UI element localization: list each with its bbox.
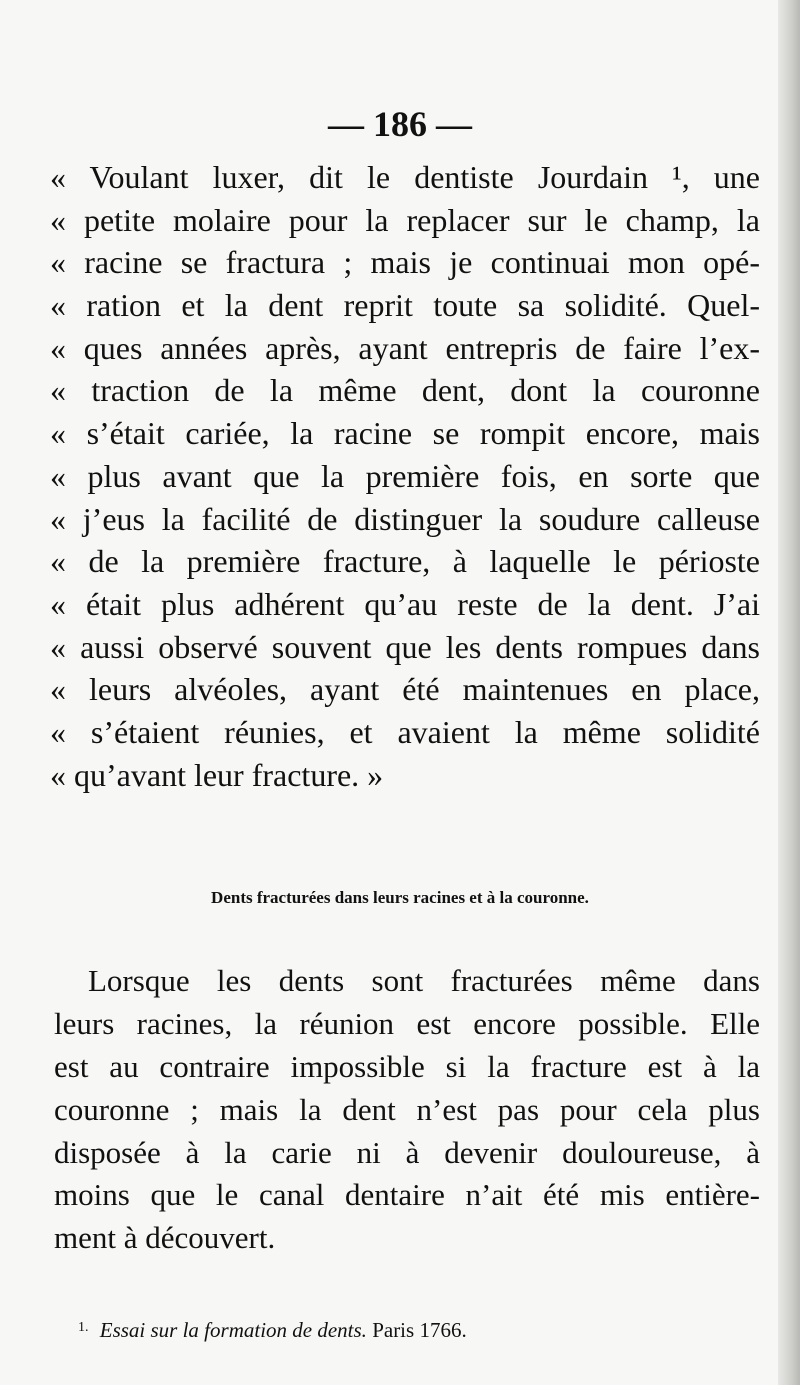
quote-line: « plus avant que la première fois, en sorte que (50, 457, 760, 494)
quote-line: « était plus adhérent qu’au reste de la dent. J’ai (50, 585, 760, 622)
section-heading: Dents fracturées dans leurs racines et à la couronne. (211, 888, 589, 907)
footnote-marker: 1. (78, 1320, 89, 1335)
quote-line: « ration et la dent reprit toute sa solidité. Quel- (50, 287, 760, 324)
footnote-place-date: Paris 1766. (372, 1318, 467, 1342)
quote-line: « s’étaient réunies, et avaient la même solidité (50, 713, 760, 750)
quote-line: « de la première fracture, à laquelle le périoste (50, 543, 760, 580)
paragraph-line: ment à découvert. (54, 1220, 276, 1256)
paragraph-line: Lorsque les dents sont fracturées même dans (88, 963, 760, 998)
paragraph-line: couronne ; mais la dent n’est pas pour cela plus (54, 1091, 760, 1127)
quotation-block (50, 156, 760, 796)
quote-line: « j’eus la facilité de distinguer la soudure calleuse (50, 500, 760, 537)
page-number: — 186 — (328, 104, 472, 144)
quote-line: « aussi observé souvent que les dents rompues dans (50, 628, 760, 665)
quote-line: « s’était cariée, la racine se rompit encore, mais (50, 415, 760, 452)
page-edge-shadow (778, 0, 800, 1385)
quote-line: « Voulant luxer, dit le dentiste Jourdain ¹, une (50, 159, 760, 195)
body-paragraph (54, 960, 760, 1260)
quote-line: « traction de la même dent, dont la couronne (50, 372, 760, 409)
quote-line: « racine se fractura ; mais je continuai mon opé- (50, 244, 760, 281)
paragraph-line: moins que le canal dentaire n’ait été mis entière- (54, 1177, 760, 1213)
footnote-title: Essai sur la formation de dents. (99, 1318, 367, 1342)
paragraph-line: leurs racines, la réunion est encore possible. Elle (54, 1005, 760, 1041)
paragraph-line: disposée à la carie ni à devenir douloureuse, à (54, 1134, 760, 1170)
paragraph-line: est au contraire impossible si la fracture est à la (54, 1048, 760, 1084)
quote-line: « qu’avant leur fracture. » (50, 756, 384, 793)
quote-line: « ques années après, ayant entrepris de faire l’ex- (50, 329, 760, 366)
quote-line: « petite molaire pour la replacer sur le champ, la (50, 201, 760, 238)
footnote (78, 1318, 778, 1343)
quote-line: « leurs alvéoles, ayant été maintenues en place, (50, 671, 760, 708)
